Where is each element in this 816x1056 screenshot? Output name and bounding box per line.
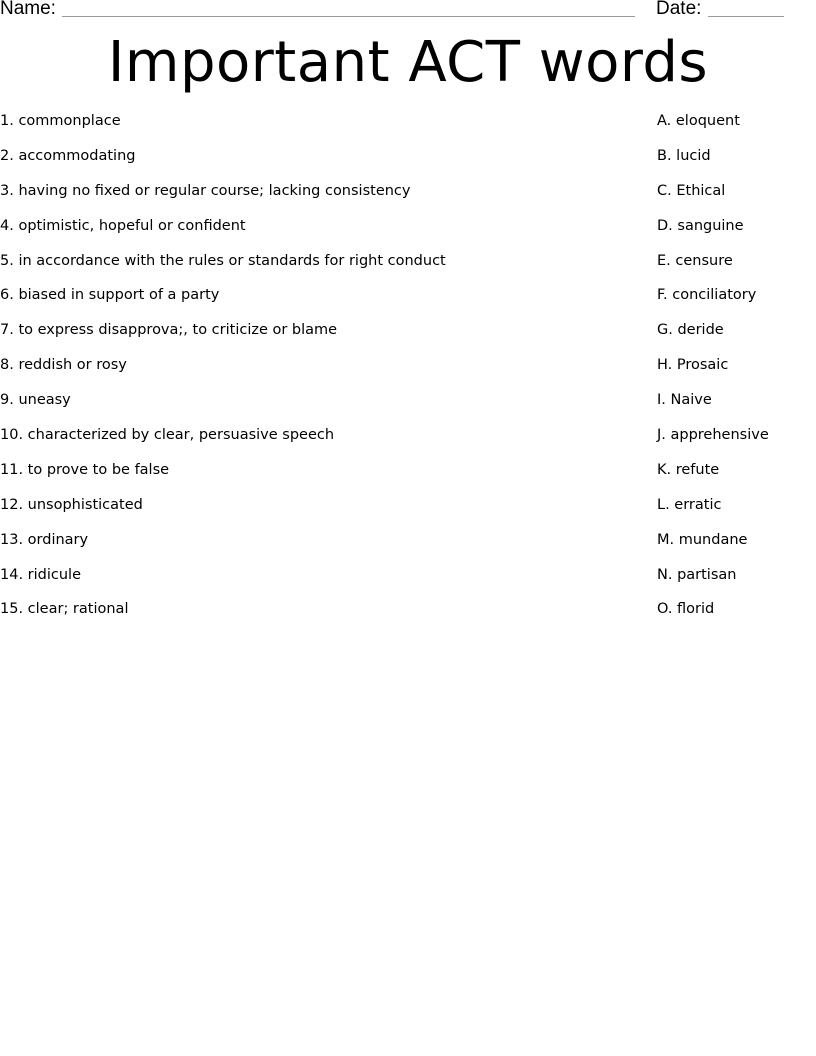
- clue-item: 15. clear; rational: [0, 601, 129, 618]
- answer-item: M. mundane: [657, 531, 748, 548]
- clue-item: 12. unsophisticated: [0, 496, 143, 513]
- answer-item: J. apprehensive: [657, 427, 769, 444]
- clue-item: 1. commonplace: [0, 113, 121, 129]
- clue-item: 9. uneasy: [0, 392, 71, 409]
- answer-item: E. censure: [657, 252, 733, 269]
- clue-list: [0, 112, 620, 635]
- clue-item: 8. reddish or rosy: [0, 357, 127, 374]
- answer-item: N. partisan: [657, 566, 737, 583]
- name-blank-line: [62, 16, 635, 17]
- date-label: Date:: [656, 0, 702, 19]
- answer-item: D. sanguine: [657, 217, 744, 234]
- clue-item: 13. ordinary: [0, 531, 89, 548]
- name-label: Name:: [0, 0, 56, 19]
- clue-item: 2. accommodating: [0, 147, 136, 164]
- answer-item: K. refute: [657, 461, 720, 478]
- answer-item: I. Naive: [657, 392, 712, 409]
- worksheet-title: Important ACT words: [107, 30, 709, 95]
- date-blank-line: [708, 16, 784, 17]
- clue-item: 5. in accordance with the rules or standards for right conduct: [0, 252, 446, 269]
- answer-item: H. Prosaic: [657, 357, 729, 374]
- clue-item: 14. ridicule: [0, 566, 82, 583]
- answer-item: F. conciliatory: [657, 287, 757, 304]
- clue-item: 7. to express disapprova;, to criticize or blame: [0, 322, 338, 339]
- answer-item: L. erratic: [657, 496, 722, 513]
- answer-list: [657, 112, 807, 635]
- header-row: [0, 0, 816, 24]
- answer-item: B. lucid: [657, 147, 711, 164]
- answer-item: A. eloquent: [657, 113, 740, 129]
- clue-item: 6. biased in support of a party: [0, 287, 220, 304]
- clue-item: 4. optimistic, hopeful or confident: [0, 217, 246, 234]
- answer-item: C. Ethical: [657, 182, 726, 199]
- clue-item: 10. characterized by clear, persuasive speech: [0, 427, 335, 444]
- answer-item: O. florid: [657, 601, 715, 618]
- clue-item: 3. having no fixed or regular course; lacking consistency: [0, 182, 411, 199]
- answer-item: G. deride: [657, 322, 724, 339]
- clue-item: 11. to prove to be false: [0, 461, 170, 478]
